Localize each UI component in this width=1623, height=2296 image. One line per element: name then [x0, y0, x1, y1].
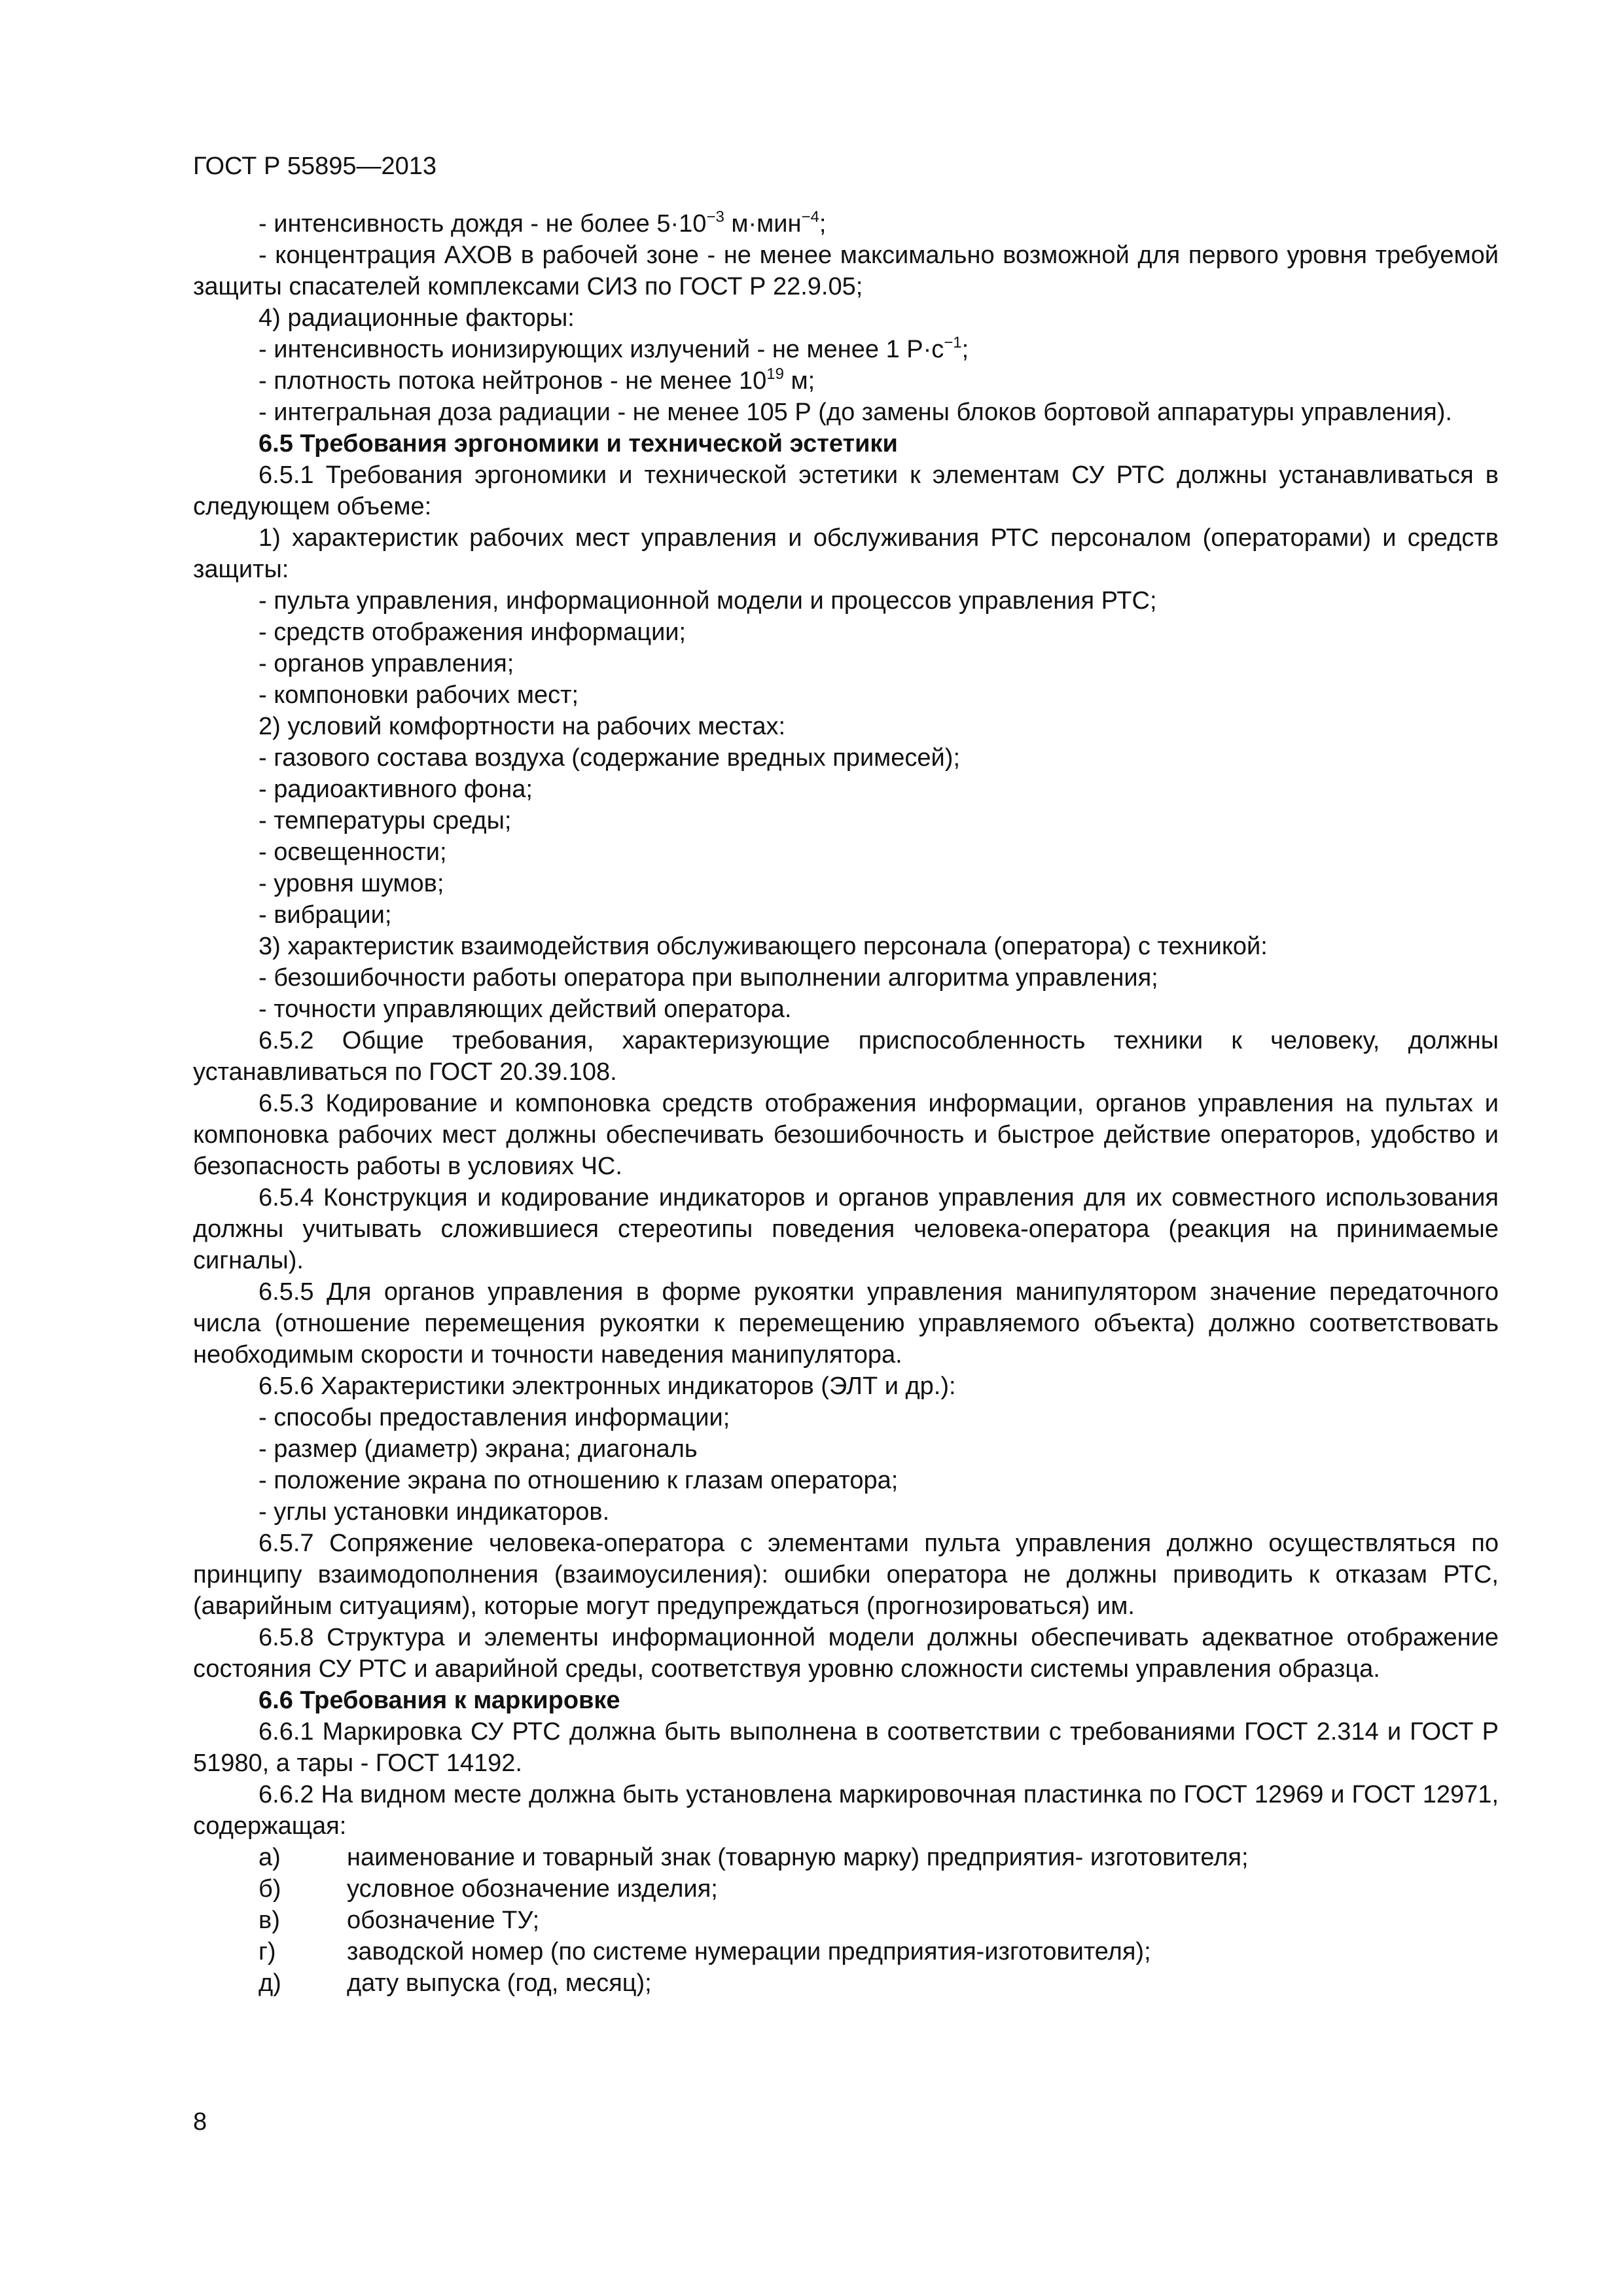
- section-heading-6-6: 6.6 Требования к маркировке: [259, 1687, 620, 1714]
- clause-6-5-8: 6.5.8 Структура и элементы информационной модели должны обеспечивать адекватное отображение состояния СУ РТС и аварийной среды, соответствуя уровню сложности системы управления образца.: [193, 1624, 1499, 1683]
- ionizing-intensity: - интенсивность ионизирующих излучений - не менее 1 $Р\cdot с^{-1}$;: [259, 334, 969, 363]
- clause-6-5-6: 6.5.6 Характеристики электронных индикаторов (ЭЛТ и др.):: [259, 1372, 956, 1400]
- section-heading-6-5: 6.5 Требования эргономики и технической эстетики: [259, 430, 898, 457]
- radiation-factors: 4) радиационные факторы:: [259, 304, 575, 332]
- clause-6-5-2: 6.5.2 Общие требования, характеризующие приспособленность техники к человеку, должны устанавливаться по ГОСТ 20.39.108.: [193, 1027, 1499, 1086]
- clause-6-5-5: 6.5.5 Для органов управления в форме рукоятки управления манипулятором значение передаточного числа (отношение перемещения рукоятки к перемещению управляемого объекта) должно соответствовать необходимым скорости и точности наведения манипулятора.: [193, 1278, 1499, 1369]
- list-item: - уровня шумов;: [259, 870, 444, 897]
- list-marker: г): [259, 1938, 276, 1965]
- clause-6-5-1: 6.5.1 Требования эргономики и технической эстетики к элементам СУ РТС должны устанавливаться в следующем объеме:: [193, 461, 1499, 520]
- clause-6-6-1: 6.6.1 Маркировка СУ РТС должна быть выполнена в соответствии с требованиями ГОСТ 2.314 и ГОСТ Р 51980, а тары - ГОСТ 14192.: [193, 1718, 1499, 1777]
- marking-list-item: [193, 1967, 1499, 1999]
- clause-6-6-2: 6.6.2 На видном месте должна быть установлена маркировочная пластинка по ГОСТ 12969 и ГОСТ 12971, содержащая:: [193, 1781, 1499, 1840]
- list-text: дату выпуска (год, месяц);: [347, 1969, 652, 1997]
- list-marker: д): [259, 1969, 281, 1997]
- list-item: - размер (диаметр) экрана; диагональ: [259, 1435, 698, 1463]
- list-item: - средств отображения информации;: [259, 619, 687, 646]
- list-text: наименование и товарный знак (товарную марку) предприятия- изготовителя;: [347, 1844, 1249, 1871]
- marking-list-item: [193, 1842, 1499, 1873]
- neutron-flux: - плотность потока нейтронов - не менее $10^{19}$ м;: [259, 365, 815, 395]
- list-item: - освещенности;: [259, 838, 447, 866]
- list-text: условное обозначение изделия;: [347, 1875, 718, 1903]
- list-item: - положение экрана по отношению к глазам оператора;: [259, 1467, 899, 1494]
- list-item: - газового состава воздуха (содержание вредных примесей);: [259, 744, 960, 772]
- list-item: - безошибочности работы оператора при выполнении алгоритма управления;: [259, 964, 1158, 992]
- page-number: 8: [193, 2108, 207, 2136]
- list-item: - способы предоставления информации;: [259, 1404, 730, 1431]
- item-3: 3) характеристик взаимодействия обслуживающего персонала (оператора) с техникой:: [259, 933, 1268, 960]
- marking-list-item: [193, 1936, 1499, 1967]
- list-item: - органов управления;: [259, 650, 514, 677]
- clause-6-5-4: 6.5.4 Конструкция и кодирование индикаторов и органов управления для их совместного использования должны учитывать сложившиеся стереотипы поведения человека-оператора (реакция на принимаемые сигналы).: [193, 1184, 1499, 1274]
- list-item: - точности управляющих действий оператора.: [259, 996, 792, 1023]
- integral-dose: - интегральная доза радиации - не менее 105 Р (до замены блоков бортовой аппаратуры управления).: [259, 399, 1452, 426]
- list-marker: в): [259, 1907, 280, 1934]
- list-item: - пульта управления, информационной модели и процессов управления РТС;: [259, 587, 1157, 615]
- axov-concentration: - концентрация АХОВ в рабочей зоне - не менее максимально возможной для первого уровня требуемой защиты спасателей комплексами СИЗ по ГОСТ Р 22.9.05;: [193, 242, 1499, 300]
- list-item: - углы установки индикаторов.: [259, 1498, 610, 1526]
- item-1: 1) характеристик рабочих мест управления и обслуживания РТС персоналом (операторами) и средств защиты:: [193, 524, 1499, 583]
- rain-intensity: - интенсивность дождя - не более $5\cdot 10^{-3}$ м·мин$^{-4}$;: [259, 208, 827, 238]
- list-item: - температуры среды;: [259, 807, 512, 834]
- document-body: [193, 208, 1499, 1999]
- list-text: обозначение ТУ;: [347, 1907, 540, 1934]
- list-marker: а): [259, 1844, 281, 1871]
- list-marker: б): [259, 1875, 281, 1903]
- list-text: заводской номер (по системе нумерации предприятия-изготовителя);: [347, 1938, 1151, 1965]
- marking-list-item: [193, 1905, 1499, 1936]
- clause-6-5-3: 6.5.3 Кодирование и компоновка средств отображения информации, органов управления на пультах и компоновка рабочих мест должны обеспечивать безошибочность и быстрое действие операторов, удобство и безопасность работы в условиях ЧС.: [193, 1090, 1499, 1180]
- item-2: 2) условий комфортности на рабочих местах:: [259, 713, 786, 740]
- clause-6-5-7: 6.5.7 Сопряжение человека-оператора с элементами пульта управления должно осуществляться по принципу взаимодополнения (взаимоусиления): ошибки оператора не должны приводить к отказам РТС, (аварийным ситуациям), которые могут предупреждаться (прогнозироваться) им.: [193, 1530, 1499, 1620]
- list-item: - компоновки рабочих мест;: [259, 681, 579, 709]
- marking-list-item: [193, 1873, 1499, 1905]
- document-header: ГОСТ Р 55895—2013: [193, 152, 437, 180]
- list-item: - вибрации;: [259, 901, 392, 929]
- list-item: - радиоактивного фона;: [259, 776, 533, 803]
